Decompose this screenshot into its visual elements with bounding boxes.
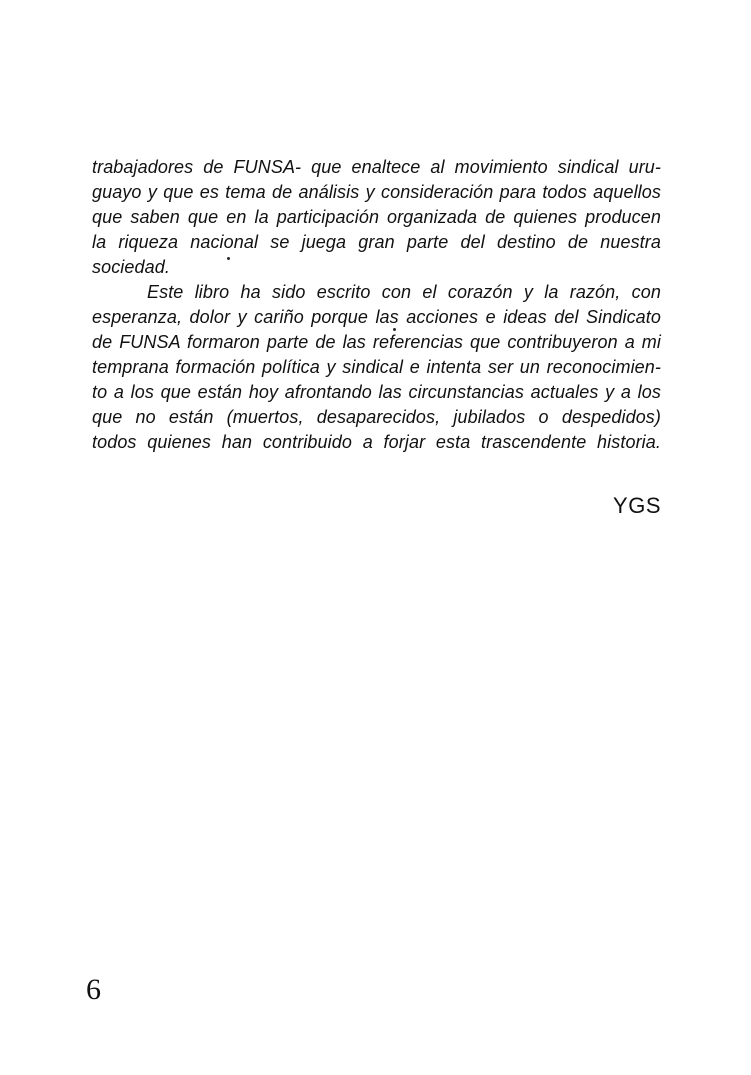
text-line: todos quienes han contribuido a forjar esta trascendente historia.	[92, 432, 661, 452]
text-line: to a los que están hoy afrontando las circunstancias actuales y a los	[92, 382, 661, 402]
text-block	[92, 155, 661, 455]
text-line: temprana formación política y sindical e intenta ser un reconocimien-	[92, 357, 661, 377]
scan-artifact-dot	[227, 257, 230, 260]
text-line: sociedad.	[92, 257, 170, 277]
author-signature: YGS	[613, 493, 661, 518]
page-number: 6	[86, 973, 101, 1006]
text-line: guayo y que es tema de análisis y consideración para todos aquellos	[92, 182, 661, 202]
text-line: que saben que en la participación organizada de quienes producen	[92, 207, 661, 227]
text-line: de FUNSA formaron parte de las referencias que contribuyeron a mi	[92, 332, 661, 352]
text-line: Este libro ha sido escrito con el corazón y la razón, con	[147, 282, 661, 302]
text-line: esperanza, dolor y cariño porque las acciones e ideas del Sindicato	[92, 307, 661, 327]
scan-artifact-dot	[393, 328, 396, 331]
text-line: trabajadores de FUNSA- que enaltece al movimiento sindical uru-	[92, 157, 661, 177]
text-line: la riqueza nacional se juega gran parte del destino de nuestra	[92, 232, 661, 252]
text-line: que no están (muertos, desaparecidos, jubilados o despedidos)	[92, 407, 661, 427]
